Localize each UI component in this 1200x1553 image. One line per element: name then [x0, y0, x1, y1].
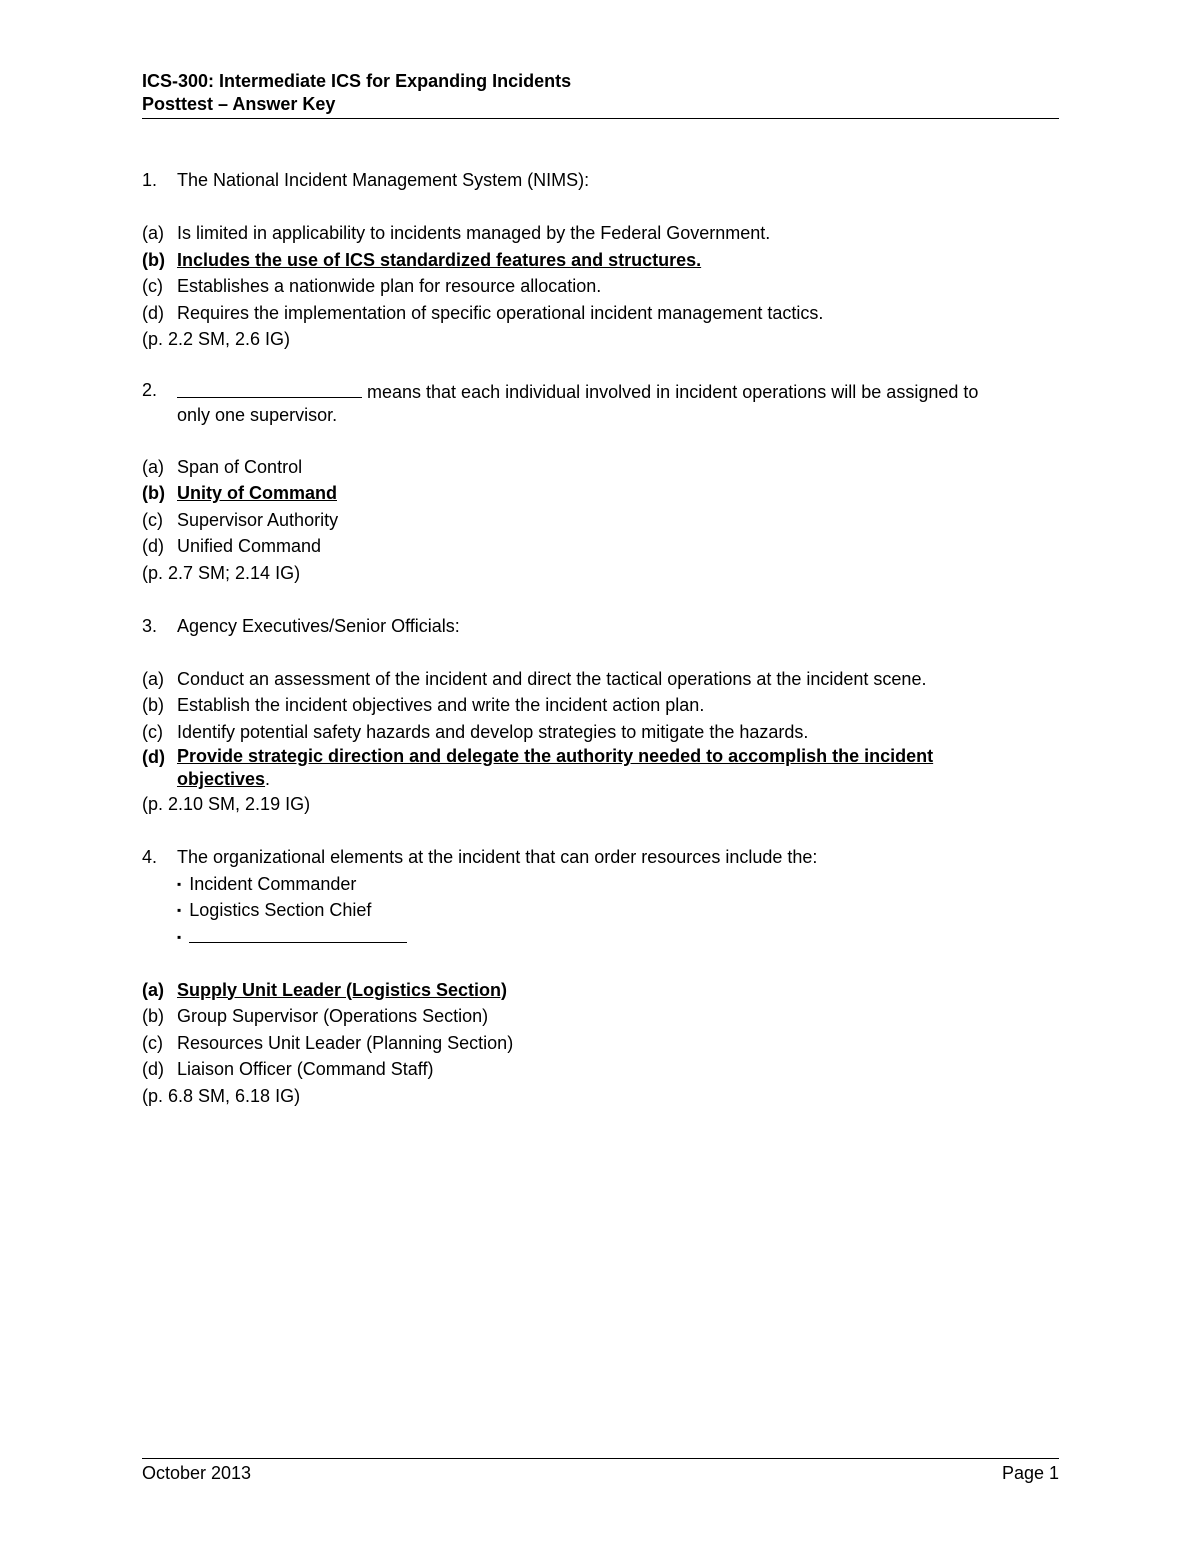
document-subtitle: Posttest – Answer Key	[142, 94, 336, 114]
question-number: 2.	[142, 380, 158, 400]
option-text: Supervisor Authority	[177, 509, 339, 530]
answer-option	[142, 719, 1059, 746]
option-text: Unified Command	[177, 536, 322, 556]
answer-option	[142, 692, 1059, 719]
option-label: (a)	[142, 668, 164, 689]
page-header	[142, 70, 1059, 119]
answer-option	[142, 1030, 1059, 1057]
correct-answer-option	[142, 977, 1059, 1004]
document-title: ICS-300: Intermediate ICS for Expanding Incidents	[142, 71, 572, 91]
option-label: (d)	[142, 1059, 164, 1079]
question-prompt: The organizational elements at the incident that can order resources include the:	[177, 847, 818, 867]
option-label: (d)	[142, 747, 165, 767]
question-1	[142, 167, 1059, 353]
option-label: (d)	[142, 302, 164, 323]
option-text: Conduct an assessment of the incident and direct the tactical operations at the incident scene.	[177, 668, 927, 689]
list-item	[177, 871, 1059, 898]
answer-option	[142, 454, 1059, 481]
option-trailing-period: .	[265, 769, 271, 789]
option-text: Establish the incident objectives and write the incident action plan.	[177, 695, 705, 715]
list-item-text: Logistics Section Chief	[189, 900, 372, 920]
question-number: 3.	[142, 615, 158, 636]
footer-date: October 2013	[142, 1463, 252, 1483]
option-label: (d)	[142, 536, 164, 556]
bullet-list	[142, 871, 1059, 951]
page-number: Page 1	[1001, 1463, 1059, 1483]
question-number: 1.	[142, 170, 158, 190]
option-label: (c)	[142, 509, 163, 530]
page-reference: (p. 2.7 SM; 2.14 IG)	[142, 562, 301, 583]
option-label: (c)	[142, 276, 163, 296]
option-text: Liaison Officer (Command Staff)	[177, 1059, 434, 1079]
answer-option	[142, 533, 1059, 560]
option-text: Requires the implementation of specific operational incident management tactics.	[177, 302, 824, 323]
option-text: Identify potential safety hazards and develop strategies to mitigate the hazards.	[177, 721, 809, 742]
answer-option	[142, 1056, 1059, 1083]
question-prompt-line2: only one supervisor.	[177, 405, 338, 425]
option-text: Provide strategic direction and delegate the authority needed to accomplish the incident	[177, 746, 934, 766]
answer-option	[142, 1003, 1059, 1030]
option-label: (a)	[142, 456, 164, 477]
answer-option	[142, 273, 1059, 300]
answer-option	[142, 507, 1059, 534]
option-label: (c)	[142, 1032, 163, 1053]
question-3	[142, 613, 1059, 818]
option-label: (a)	[142, 979, 164, 1000]
option-text: Resources Unit Leader (Planning Section)	[177, 1032, 514, 1053]
correct-answer-option	[142, 247, 1059, 274]
fill-in-blank	[189, 924, 407, 943]
option-label: (b)	[142, 1006, 164, 1026]
question-number: 4.	[142, 847, 158, 867]
page-reference: (p. 2.10 SM, 2.19 IG)	[142, 794, 311, 814]
question-text	[142, 613, 1059, 640]
bullet-icon: ▪	[177, 929, 182, 944]
option-text: Group Supervisor (Operations Section)	[177, 1006, 489, 1026]
question-text	[142, 379, 1059, 427]
option-label: (b)	[142, 695, 164, 715]
question-prompt: The National Incident Management System (NIMS):	[177, 170, 590, 190]
option-text: Unity of Command	[177, 483, 337, 503]
option-text: Is limited in applicability to incidents managed by the Federal Government.	[177, 223, 771, 243]
correct-answer-option	[142, 745, 1059, 791]
question-text	[142, 844, 1059, 871]
option-text-line2: objectives	[177, 769, 266, 789]
answer-option	[142, 666, 1059, 693]
bullet-icon: ▪	[177, 903, 182, 917]
page-footer	[142, 1458, 1059, 1485]
question-text	[142, 167, 1059, 194]
option-text: Span of Control	[177, 456, 303, 477]
list-item	[177, 924, 1059, 951]
option-label: (c)	[142, 721, 163, 742]
answer-option	[142, 300, 1059, 327]
page-reference: (p. 6.8 SM, 6.18 IG)	[142, 1085, 301, 1106]
list-item-text: Incident Commander	[189, 873, 357, 894]
bullet-icon: ▪	[177, 876, 182, 891]
question-prompt: Agency Executives/Senior Officials:	[177, 615, 460, 636]
correct-answer-option	[142, 480, 1059, 507]
option-label: (b)	[142, 483, 165, 503]
option-text: Establishes a nationwide plan for resource allocation.	[177, 276, 602, 296]
option-label: (b)	[142, 249, 165, 270]
question-4	[142, 844, 1059, 1109]
question-2	[142, 379, 1059, 586]
list-item	[177, 897, 1059, 924]
option-text: Supply Unit Leader (Logistics Section)	[177, 979, 508, 1000]
option-text: Includes the use of ICS standardized features and structures.	[177, 249, 702, 270]
question-prompt: means that each individual involved in incident operations will be assigned to	[362, 382, 979, 402]
answer-option	[142, 220, 1059, 247]
option-label: (a)	[142, 223, 164, 243]
page-reference: (p. 2.2 SM, 2.6 IG)	[142, 329, 291, 349]
fill-in-blank	[177, 379, 362, 398]
document-body	[142, 167, 1059, 1136]
